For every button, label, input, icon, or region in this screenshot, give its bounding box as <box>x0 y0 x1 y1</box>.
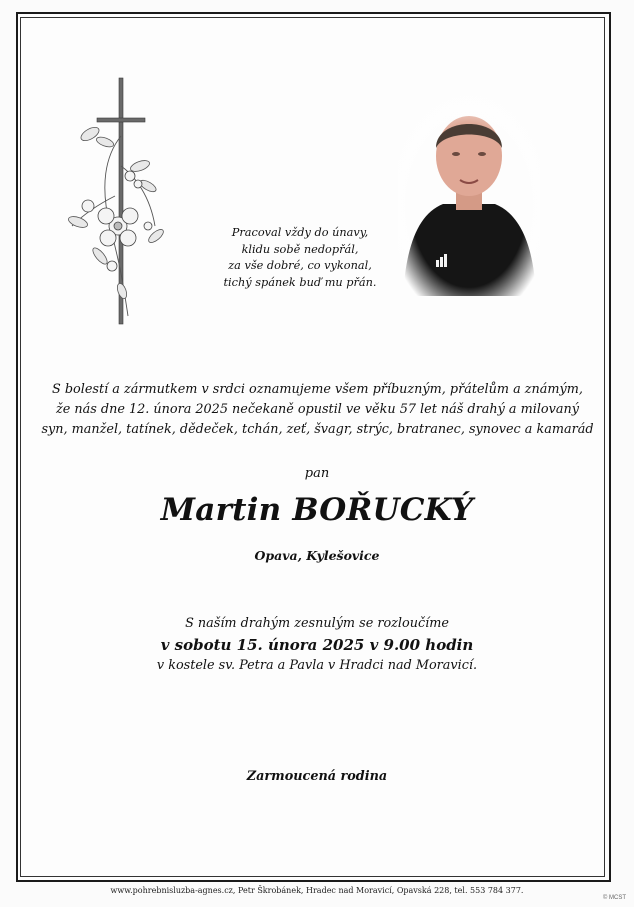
signature: Zarmoucená rodina <box>246 769 388 784</box>
deceased-name: Martin BOŘUCKÝ <box>160 492 474 528</box>
ceremony-datetime: v sobotu 15. února 2025 v 9.00 hodin <box>160 636 474 654</box>
poem-line: za vše dobré, co vykonal, <box>228 259 372 272</box>
announcement-line: S bolestí a zármutkem v srdci oznamujeme všem příbuzným, přátelům a známým, <box>52 382 583 397</box>
deceased-place: Opava, Kylešovice <box>254 548 380 563</box>
poem <box>205 225 395 291</box>
poem-line: klidu sobě nedopřál, <box>241 242 359 256</box>
poem-line: tichý spánek buď mu přán. <box>223 275 377 289</box>
announcement-line: že nás dne 12. února 2025 nečekaně opustil ve věku 57 let náš drahý a milovaný <box>56 402 579 417</box>
ceremony-location: v kostele sv. Petra a Pavla v Hradci nad Moravicí. <box>156 658 478 673</box>
copyright-mark: © MCST <box>602 895 626 901</box>
cross-with-flowers-icon <box>60 76 170 328</box>
announcement <box>30 380 605 440</box>
announcement-line: syn, manžel, tatínek, dědeček, tchán, zeť, švagr, strýc, bratranec, synovec a kamarád <box>41 422 594 437</box>
title-pan: pan <box>304 466 330 481</box>
footer-contact: www.pohrebnisluzba-agnes.cz, Petr Škrobánek, Hradec nad Moravicí, Opavská 228, tel. 553 784 377. <box>110 886 524 895</box>
ceremony-info <box>0 614 634 676</box>
poem-line: Pracoval vždy do únavy, <box>231 226 369 239</box>
ceremony-intro: S naším drahým zesnulým se rozloučíme <box>185 616 449 631</box>
portrait-photo <box>398 96 540 296</box>
